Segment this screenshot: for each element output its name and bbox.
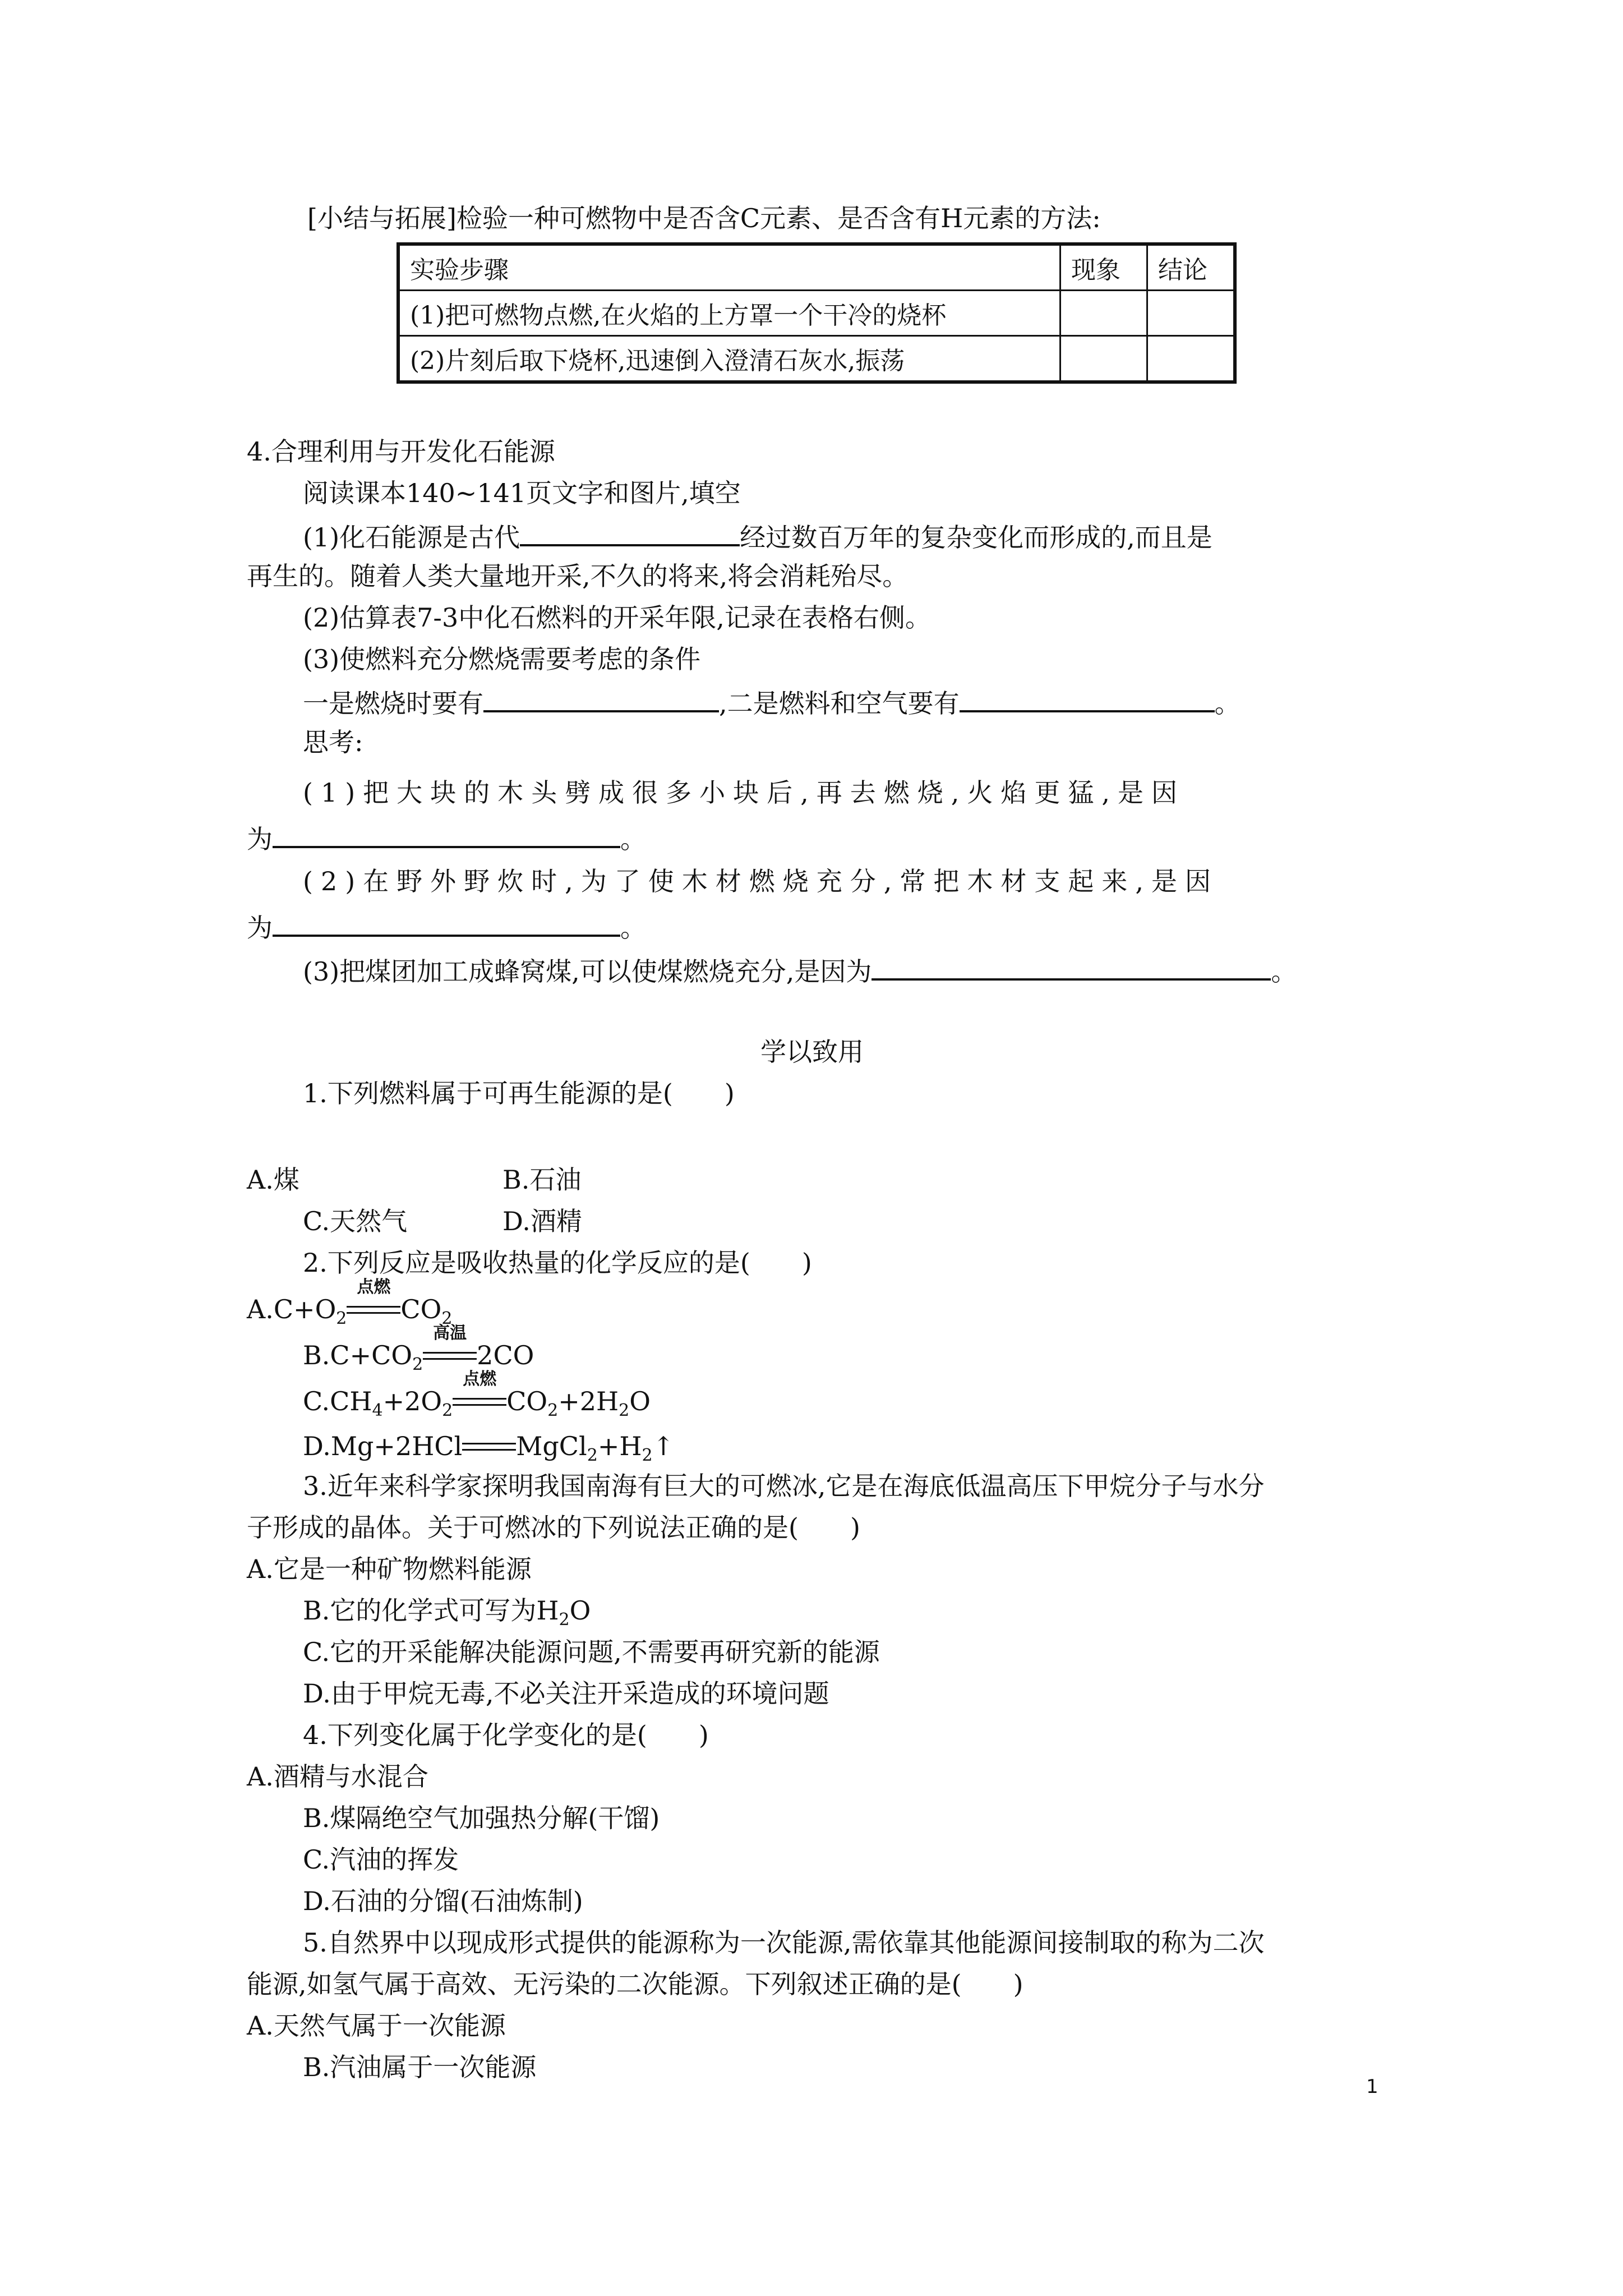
q4-option-d: D.石油的分馏(石油炼制) (303, 1886, 583, 1916)
t2-cont-text: 为 (247, 913, 273, 943)
q3-option-b (303, 1595, 591, 1630)
q3-b-text: B.它的化学式可写为H (303, 1595, 559, 1626)
think-label: 思考: (303, 727, 363, 757)
answer-blank[interactable] (520, 522, 740, 546)
table-header-row (398, 244, 1235, 291)
q5-option-a: A.天然气属于一次能源 (247, 2010, 506, 2041)
summary-heading: [小结与拓展]检验一种可燃物中是否含C元素、是否含有H元素的方法: (307, 203, 1101, 233)
q3-b-end: O (569, 1595, 591, 1626)
q1-option-b: B.石油 (502, 1165, 582, 1195)
equals-sign (453, 1398, 506, 1406)
q4-option-c: C.汽油的挥发 (303, 1844, 459, 1875)
t3-period: 。 (1271, 956, 1297, 987)
experiment-table (396, 242, 1237, 384)
answer-blank[interactable] (273, 823, 620, 848)
think-question-2: (2)在野外野炊时,为了使木材燃烧充分,常把木材支起来,是因 (303, 866, 1219, 896)
page-number: 1 (1366, 2076, 1378, 2098)
fill-question-1-cont: 再生的。随着人类大量地开采,不久的将来,将会消耗殆尽。 (247, 561, 909, 591)
question-3-cont: 子形成的晶体。关于可燃冰的下列说法正确的是( ) (247, 1512, 860, 1543)
table-cell-conclusion[interactable] (1147, 291, 1235, 336)
q2-option-c: $C.CH_4+2O_2$ 点燃 $CO_2+2H_2O$ (303, 1369, 651, 1420)
think-question-2-cont (247, 912, 646, 941)
cond-b-text: ,二是燃料和空气要有 (719, 688, 960, 719)
fill-question-2: (2)估算表7-3中化石燃料的开采年限,记录在表格右侧。 (303, 602, 931, 633)
think-question-1: (1)把大块的木头劈成很多小块后,再去燃烧,火焰更猛,是因 (303, 777, 1186, 808)
cond-a-text: 一是燃烧时要有 (303, 688, 483, 719)
t3-text: (3)把煤团加工成蜂窝煤,可以使煤燃烧充分,是因为 (303, 956, 872, 987)
question-3: 3.近年来科学家探明我国南海有巨大的可燃冰,它是在海底低温高压下甲烷分子与水分 (303, 1471, 1265, 1501)
t1-period: 。 (620, 824, 646, 854)
q4-option-b: B.煤隔绝空气加强热分解(干馏) (303, 1803, 660, 1833)
table-cell-conclusion[interactable] (1147, 336, 1235, 383)
fill-question-3: (3)使燃料充分燃烧需要考虑的条件 (303, 644, 701, 674)
q1-text: (1)化石能源是古代 (303, 522, 520, 553)
answer-blank[interactable] (273, 912, 620, 937)
reaction-condition (453, 1369, 506, 1410)
answer-blank[interactable] (872, 956, 1271, 981)
q3-option-d: D.由于甲烷无毒,不必关注开采造成的环境问题 (303, 1678, 829, 1709)
t1-cont-text: 为 (247, 824, 273, 854)
table-cell-phenomenon[interactable] (1061, 291, 1147, 336)
question-5: 5.自然界中以现成形式提供的能源称为一次能源,需依靠其他能源间接制取的称为二次 (303, 1927, 1265, 1958)
condition-ignite: 点燃 (463, 1369, 497, 1389)
question-4: 4.下列变化属于化学变化的是( ) (303, 1720, 709, 1750)
q5-option-b: B.汽油属于一次能源 (303, 2052, 537, 2082)
table-row (398, 336, 1235, 383)
instruction: 阅读课本140~141页文字和图片,填空 (303, 478, 741, 508)
think-question-1-cont (247, 823, 646, 852)
t2-period: 。 (620, 913, 646, 943)
cond-end: 。 (1214, 688, 1241, 719)
equals-sign (462, 1443, 516, 1451)
section-title: 4.合理利用与开发化石能源 (247, 436, 555, 467)
question-5-cont: 能源,如氢气属于高效、无污染的二次能源。下列叙述正确的是( ) (247, 1969, 1023, 1999)
q1-option-a: A.煤 (247, 1165, 299, 1195)
col-header-phenomenon: 现象 (1061, 244, 1147, 291)
equals-sign (423, 1352, 477, 1360)
q2-option-d: D.Mg+2HCl $MgCl_2+H_2↑$ (303, 1431, 675, 1465)
reaction-condition (462, 1433, 516, 1455)
q3-b-sub: 2 (559, 1610, 570, 1630)
table-cell-phenomenon[interactable] (1061, 336, 1147, 383)
condition-ignite: 点燃 (357, 1277, 391, 1297)
col-header-conclusion: 结论 (1147, 244, 1235, 291)
condition-heat: 高温 (433, 1323, 467, 1343)
q2-option-b: $B.C+CO_2$ 高温 2CO (303, 1323, 534, 1374)
q1-option-d: D.酒精 (502, 1206, 582, 1236)
q3-option-c: C.它的开采能解决能源问题,不需要再研究新的能源 (303, 1637, 880, 1667)
answer-blank[interactable] (483, 688, 719, 712)
table-cell-step: (1)把可燃物点燃,在火焰的上方罩一个干冷的烧杯 (398, 291, 1061, 336)
q3-option-a: A.它是一种矿物燃料能源 (247, 1554, 532, 1584)
reaction-condition (347, 1277, 400, 1318)
q1-option-c: C.天然气 (303, 1206, 408, 1236)
table-row (398, 291, 1235, 336)
think-question-3 (303, 956, 1297, 987)
col-header-steps: 实验步骤 (398, 244, 1061, 291)
q1-text-after: 经过数百万年的复杂变化而形成的,而且是 (740, 522, 1212, 553)
q4-option-a: A.酒精与水混合 (247, 1761, 428, 1792)
answer-blank[interactable] (960, 688, 1215, 712)
practice-heading: 学以致用 (760, 1037, 864, 1067)
equals-sign (347, 1306, 400, 1314)
fill-question-1 (303, 522, 1212, 553)
question-2: 2.下列反应是吸收热量的化学反应的是( ) (303, 1248, 812, 1278)
table-cell-step: (2)片刻后取下烧杯,迅速倒入澄清石灰水,振荡 (398, 336, 1061, 383)
reaction-condition (423, 1323, 477, 1364)
conditions-line (303, 688, 1241, 719)
question-1: 1.下列燃料属于可再生能源的是( ) (303, 1078, 735, 1108)
q2-option-a: $A.C+O_2$ 点燃 $CO_2$ (247, 1277, 453, 1328)
